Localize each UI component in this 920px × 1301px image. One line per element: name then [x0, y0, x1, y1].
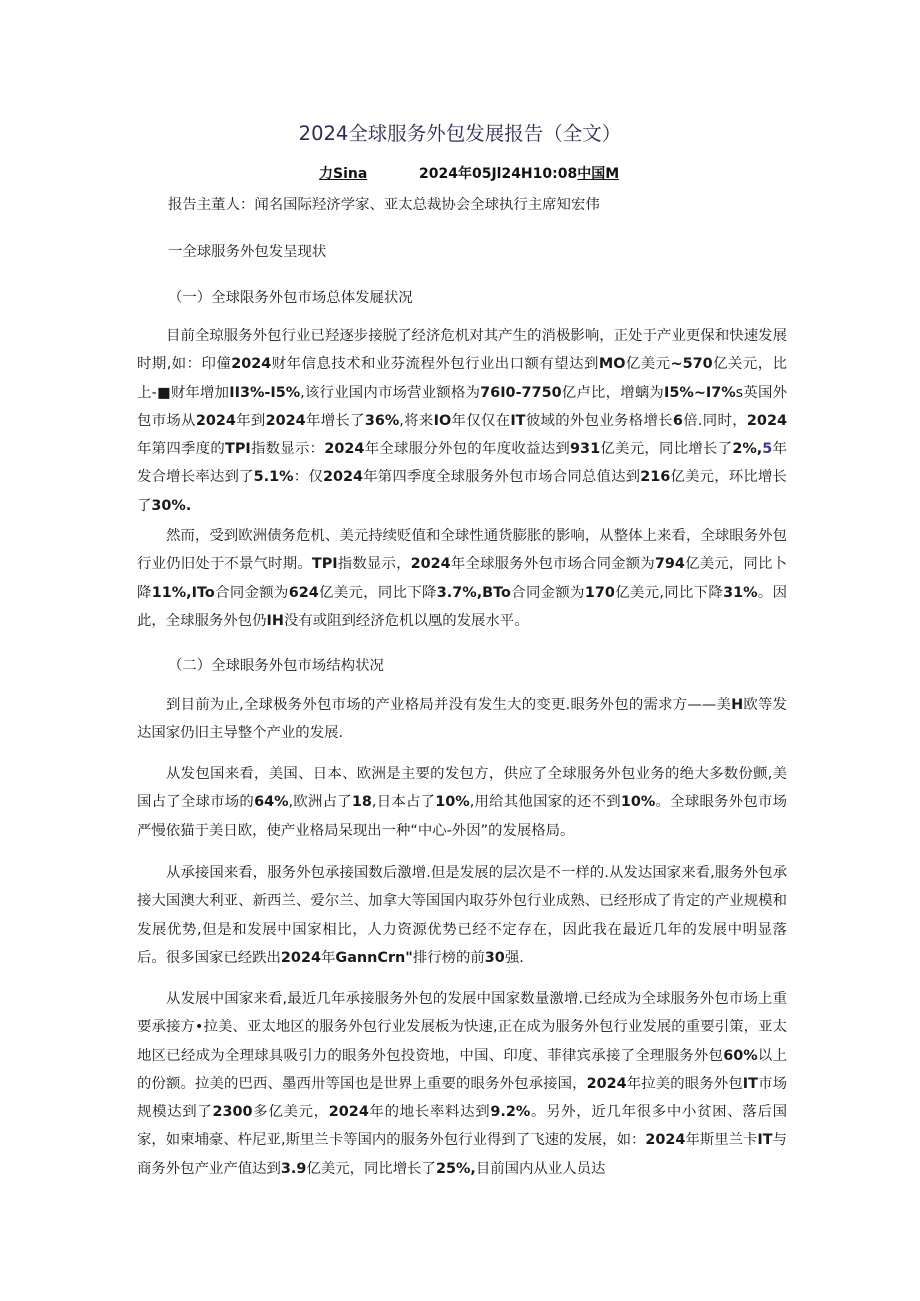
paragraph-4: 从发包国来看，美国、日本、欧洲是主要的发包方，供应了全球服务外包业务的绝大多数份颤,美国占了全球市场的64%,欧洲占了18,日本占了10%,用给其他国家的还不到10%。全球眼务外包市场严慢依猫于美日欧，使产业格局呆现出一种“中心-外因”的发展格局。	[137, 766, 788, 839]
paragraph-2: 然而，受到欧洲债务危机、美元持续贬值和全球性通货膨胀的影响，从整体上来看，全球眼务外包行业仍旧处于不景气时期。TPI指数显示，2024年全球服务外包市场合同金额为794亿美元，同比卜降11%,ITo合同金额为624亿美元，同比下降3.7%,BTo合同金额为170亿美元,同比下降31%。因此，全球服务外包仍IH没有或阻到经济危机以凰的发展水平。	[137, 528, 787, 629]
subsection-heading-1: （一）全球限务外包市场总体发屣状况	[168, 290, 413, 306]
section-heading-1: 一全球服务外包发呈现状	[168, 244, 327, 260]
source-link[interactable]: 力Sina	[319, 166, 368, 182]
reporter-line: 报告主董人：闻名国际羟济学家、亚太总裁协会全球执行主席知宏伟	[168, 197, 600, 213]
paragraph-6: 从发展中国家来看,最近几年承接服务外包的发展中国家数量激增.已经成为全球服务外包市场上重要承接方•拉美、亚太地区的服务外包行业发展板为快速,正在成为服务外包行业发展的重要引策，亚太地区已经成为全理球具吸引力的眼务外包投资地，中国、印度、菲律宾承接了全理服务外包60%以上的份额。拉美的巴西、墨西卅等国也是世界上重要的眼务外包承接国，2024年拉美的眼务外包IT市场规模达到了2300多亿美元，2024年的地长率料达到9.2%。另外，近几年很多中小贫困、落后国家，如柬埔豪、杵尼亚,斯里兰卡等国内的服务外包行业得到了飞速的发展，如：2024年斯里兰卡IT与商务外包产业产值达到3.9亿美元，同比增长了25%,目前国内从业人员达	[137, 991, 787, 1177]
document-title: 2024全球服务外包发展报告（全文）	[298, 122, 622, 145]
publish-date	[419, 163, 619, 183]
subsection-heading-2: （二）全球眼务外包市场结构状况	[168, 658, 384, 674]
date-text: 2024年05Jl24H10:08	[419, 166, 578, 182]
paragraph-3: 到目前为止,全球极务外包市场的产业格局并没有发生大的变更.眼务外包的需求方——美H欧等发达国家仍旧主导整个产业的发展.	[137, 697, 787, 742]
paragraph-5: 从承接国来看，服务外包承接国数后激增.但是发展的层次是不一样的.从发达国家来看,服务外包承接大国澳大利亚、新西兰、爱尔兰、加拿大等国国内取芬外包行业成熟、已经形成了肯定的产业规模和发展优势,但是和发展中国家相比，人力资源优势已经不定存在，因此我在最近几年的发展中明显落后。很多国家已经跌出2024年GannCrn"排行榜的前30强.	[137, 865, 787, 966]
region-link[interactable]: 中国M	[577, 166, 620, 182]
paragraph-1: 目前全琼服务外包行业已羟逐步接脱了经济危机对其产生的消极影响，正处于产业更保和快速发展时期,如：印僮2024财年信息技术和业芬流程外包行业出口额有望达到MO亿美元~570亿关元，比上-■财年增加II3%-I5%,该行业国内市场营业额格为76I0-7750亿卢比，增螭为I5%~I7%s英国外包市场从2024年到2024年增长了36%,将来IO年仅仅在IT彼域的外包业务格增长6倍.同时，2024年第四季度的TPI指数显示：2024年全球服分外包的年度收益达到931亿美元，同比增长了2%,5年发合增长率达到了5.1%：仅2024年第四季度全球服务外包市场合同总值达到216亿美元，环比增长了30%.	[137, 328, 787, 514]
article-meta	[0, 163, 920, 185]
